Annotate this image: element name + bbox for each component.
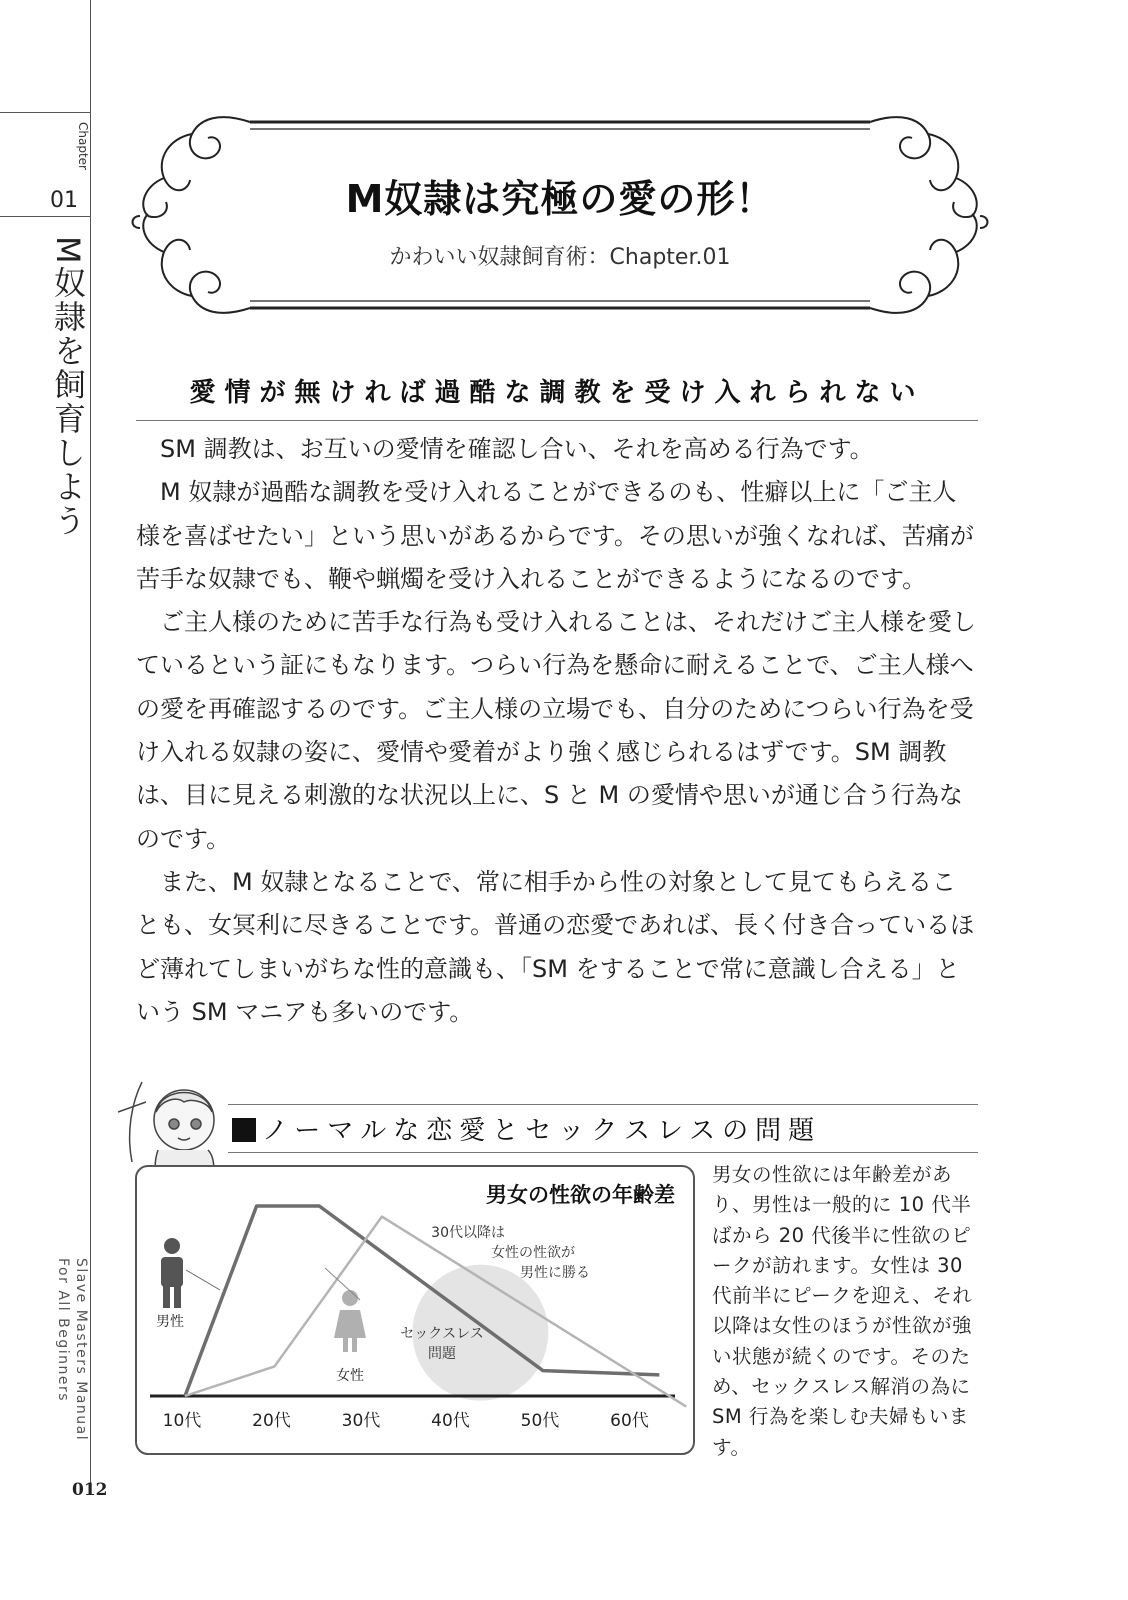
male-icon-body [161, 1257, 183, 1287]
body-paragraph: ご主人様のために苦手な行為も受け入れることは、それだけご主人様を愛しているという証にもなります。つらい行為を懸命に耐えることで、ご主人様への愛を再確認するのです。ご主人様の立場でも、自分のためにつらい行為を受け入れる奴隷の姿に、愛情や愛着がより強く感じられるはずです。SM 調教は、目に見える刺激的な状況以上に、S と M の愛情や思いが通じ合う行為なのです。 [136, 608, 976, 853]
chapter-top-rule [0, 112, 90, 113]
chapter-bottom-rule [0, 216, 90, 217]
chapter-number: 01 [50, 188, 78, 213]
libido-age-chart [130, 1160, 700, 1460]
infobox-bottom-rule [228, 1152, 978, 1153]
annotation-female-peak: 男性に勝る [520, 1265, 590, 1281]
infobox-side-text: 男女の性欲には年齢差があり、男性は一般的に 10 代半ばから 20 代後半に性欲のピークが訪れます。女性は 30 代前半にピークを迎え、それ以降は女性のほうが性欲が強い状態が続くのです。そのため、セックスレス解消の為に SM 行為を楽しむ夫婦もいます。 [712, 1163, 973, 1459]
infobox-heading-text: ノーマルな恋愛とセックスレスの問題 [262, 1116, 822, 1146]
male-icon-leg [174, 1286, 181, 1308]
x-tick-label: 60代 [610, 1411, 649, 1431]
male-icon-leg [163, 1286, 170, 1308]
body-paragraph: M 奴隷が過酷な調教を受け入れることができるのも、性癖以上に「ご主人様を喜ばせたい」という思いがあるからです。その思いが強くなれば、苦痛が苦手な奴隷でも、鞭や蝋燭を受け入れることができるようになるのです。 [136, 478, 974, 593]
infobox-heading [232, 1110, 972, 1147]
x-tick-label: 50代 [520, 1411, 560, 1431]
margin-rule [90, 0, 91, 1490]
female-icon-leg [352, 1338, 357, 1352]
sidebar-title: M奴隷を飼育しよう [49, 236, 87, 538]
page-number: 012 [72, 1480, 108, 1500]
annotation-sexless: セックスレス [400, 1326, 484, 1342]
annotation-female-peak: 女性の性欲が [491, 1245, 575, 1261]
black-square-icon [232, 1118, 256, 1142]
chart-title: 男女の性欲の年齢差 [486, 1183, 675, 1207]
infobox-top-rule [228, 1104, 978, 1105]
section-heading: 愛情が無ければ過酷な調教を受け入れられない [189, 378, 925, 408]
x-tick-label: 10代 [162, 1411, 202, 1431]
legend-label-male: 男性 [156, 1314, 184, 1330]
female-icon-leg [343, 1338, 348, 1352]
section-rule [136, 420, 978, 421]
annotation-female-peak: 30代以降は [431, 1225, 505, 1241]
page-title: M奴隷は究極の愛の形！ [345, 177, 775, 221]
book-series-title: Slave Masters Manual For All Beginners [55, 1258, 89, 1442]
x-tick-label: 30代 [341, 1411, 381, 1431]
legend-label-female: 女性 [336, 1368, 364, 1384]
female-icon-head [342, 1290, 358, 1306]
male-icon-head [164, 1238, 180, 1254]
x-tick-label: 20代 [252, 1411, 291, 1431]
body-paragraph: SM 調教は、お互いの愛情を確認し合い、それを高める行為です。 [160, 435, 874, 463]
body-text [136, 428, 978, 1034]
chapter-label: Chapter [76, 122, 90, 170]
page-subtitle: かわいい奴隷飼育術：Chapter.01 [389, 245, 731, 270]
annotation-sexless: 問題 [428, 1346, 456, 1362]
body-paragraph: また、M 奴隷となることで、常に相手から性の対象として見てもらえることも、女冥利に尽きることです。普通の恋愛であれば、長く付き合っているほど薄れてしまいがちな性的意識も、「SM をすることで常に意識し合える」という SM マニアも多いのです。 [136, 867, 975, 1026]
x-tick-label: 40代 [431, 1411, 470, 1431]
